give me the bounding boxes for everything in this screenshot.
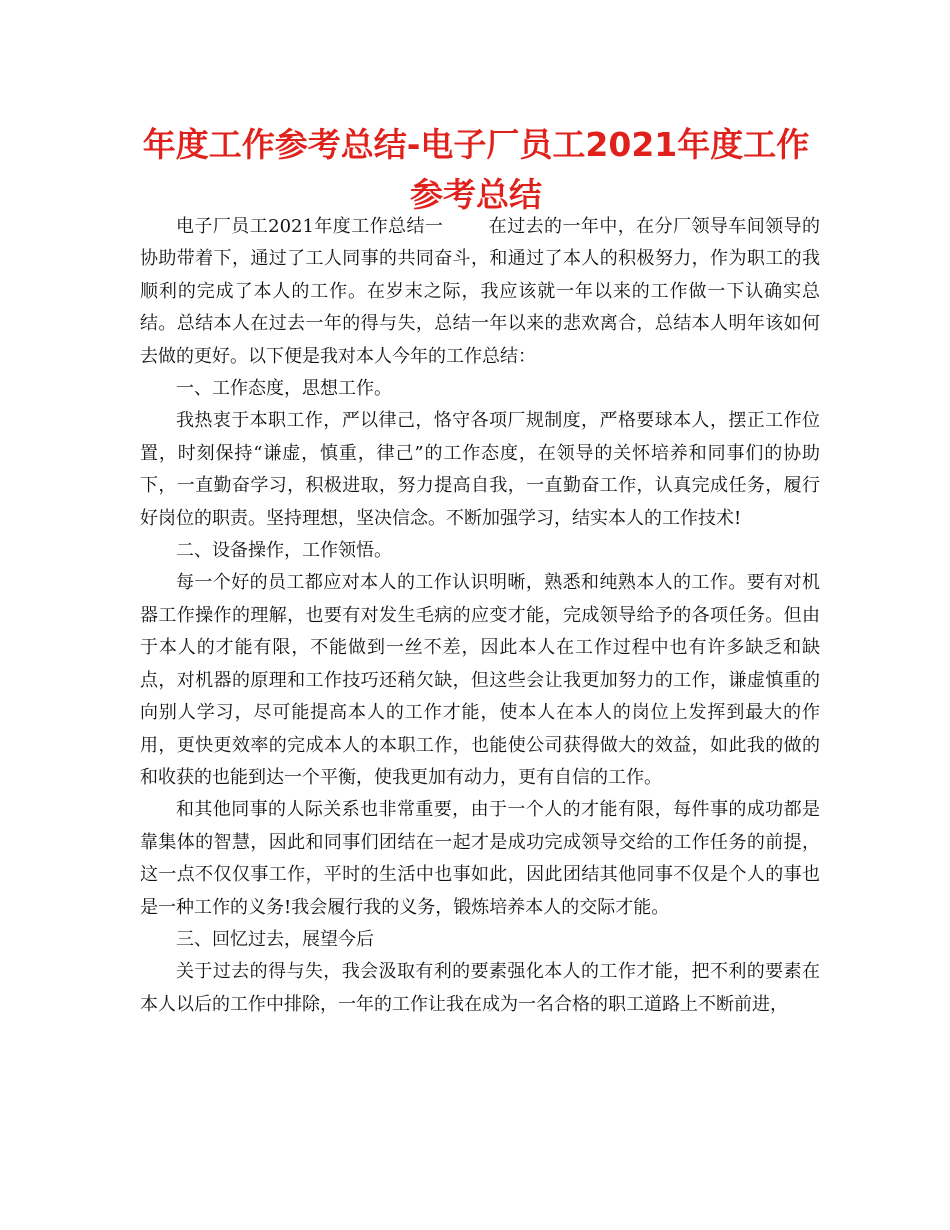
section-3-paragraph-1: 关于过去的得与失，我会汲取有利的要素强化本人的工作才能，把不利的要素在本人以后的工作中排除，一年的工作让我在成为一名合格的职工道路上不断前进， — [140, 961, 820, 1015]
document-body — [140, 211, 820, 1021]
section-2-paragraph-2: 和其他同事的人际关系也非常重要，由于一个人的才能有限，每件事的成功都是靠集体的智慧，因此和同事们团结在一起才是成功完成领导交给的工作任务的前提，这一点不仅仅事工作，平时的生活中也事如此，因此团结其他同事不仅是个人的事也是一种工作的义务!我会履行我的义务，锻炼培养本人的交际才能。 — [140, 799, 820, 918]
section-1-paragraph-1: 我热衷于本职工作，严以律己，恪守各项厂规制度，严格要球本人，摆正工作位置，时刻保持“谦虚，慎重，律己”的工作态度，在领导的关怀培养和同事们的协助下，一直勤奋学习，积极进取，努力提高自我，一直勤奋工作，认真完成任务，履行好岗位的职责。坚持理想，坚决信念。不断加强学习，结实本人的工作技术! — [140, 410, 820, 529]
intro-text: 在过去的一年中，在分厂领导车间领导的协助带着下，通过了工人同事的共同奋斗，和通过了本人的积极努力，作为职工的我顺利的完成了本人的工作。在岁末之际，我应该就一年以来的工作做一下认确实总结。总结本人在过去一年的得与失，总结一年以来的悲欢离合，总结本人明年该如何去做的更好。以下便是我对本人今年的工作总结： — [140, 216, 820, 367]
document-title: 年度工作参考总结-电子厂员工2021年度工作参考总结 — [142, 125, 810, 214]
intro-heading: 电子厂员工2021年度工作总结一 — [176, 216, 444, 237]
section-2-paragraph-1: 每一个好的员工都应对本人的工作认识明晰，熟悉和纯熟本人的工作。要有对机器工作操作的理解，也要有对发生毛病的应变才能，完成领导给予的各项任务。但由于本人的才能有限，不能做到一丝不差，因此本人在工作过程中也有许多缺乏和缺点，对机器的原理和工作技巧还稍欠缺，但这些会让我更加努力的工作，谦虚慎重的向别人学习，尽可能提高本人的工作才能，使本人在本人的岗位上发挥到最大的作用，更快更效率的完成本人的本职工作，也能使公司获得做大的效益，如此我的做的和收获的也能到达一个平衡，使我更加有动力，更有自信的工作。 — [140, 572, 820, 788]
intro-paragraph — [140, 211, 820, 373]
section-heading-3: 三、回忆过去，展望今后 — [176, 928, 374, 950]
section-heading-2: 二、设备操作，工作领悟。 — [176, 540, 392, 562]
section-heading-1: 一、工作态度，思想工作。 — [176, 378, 392, 400]
